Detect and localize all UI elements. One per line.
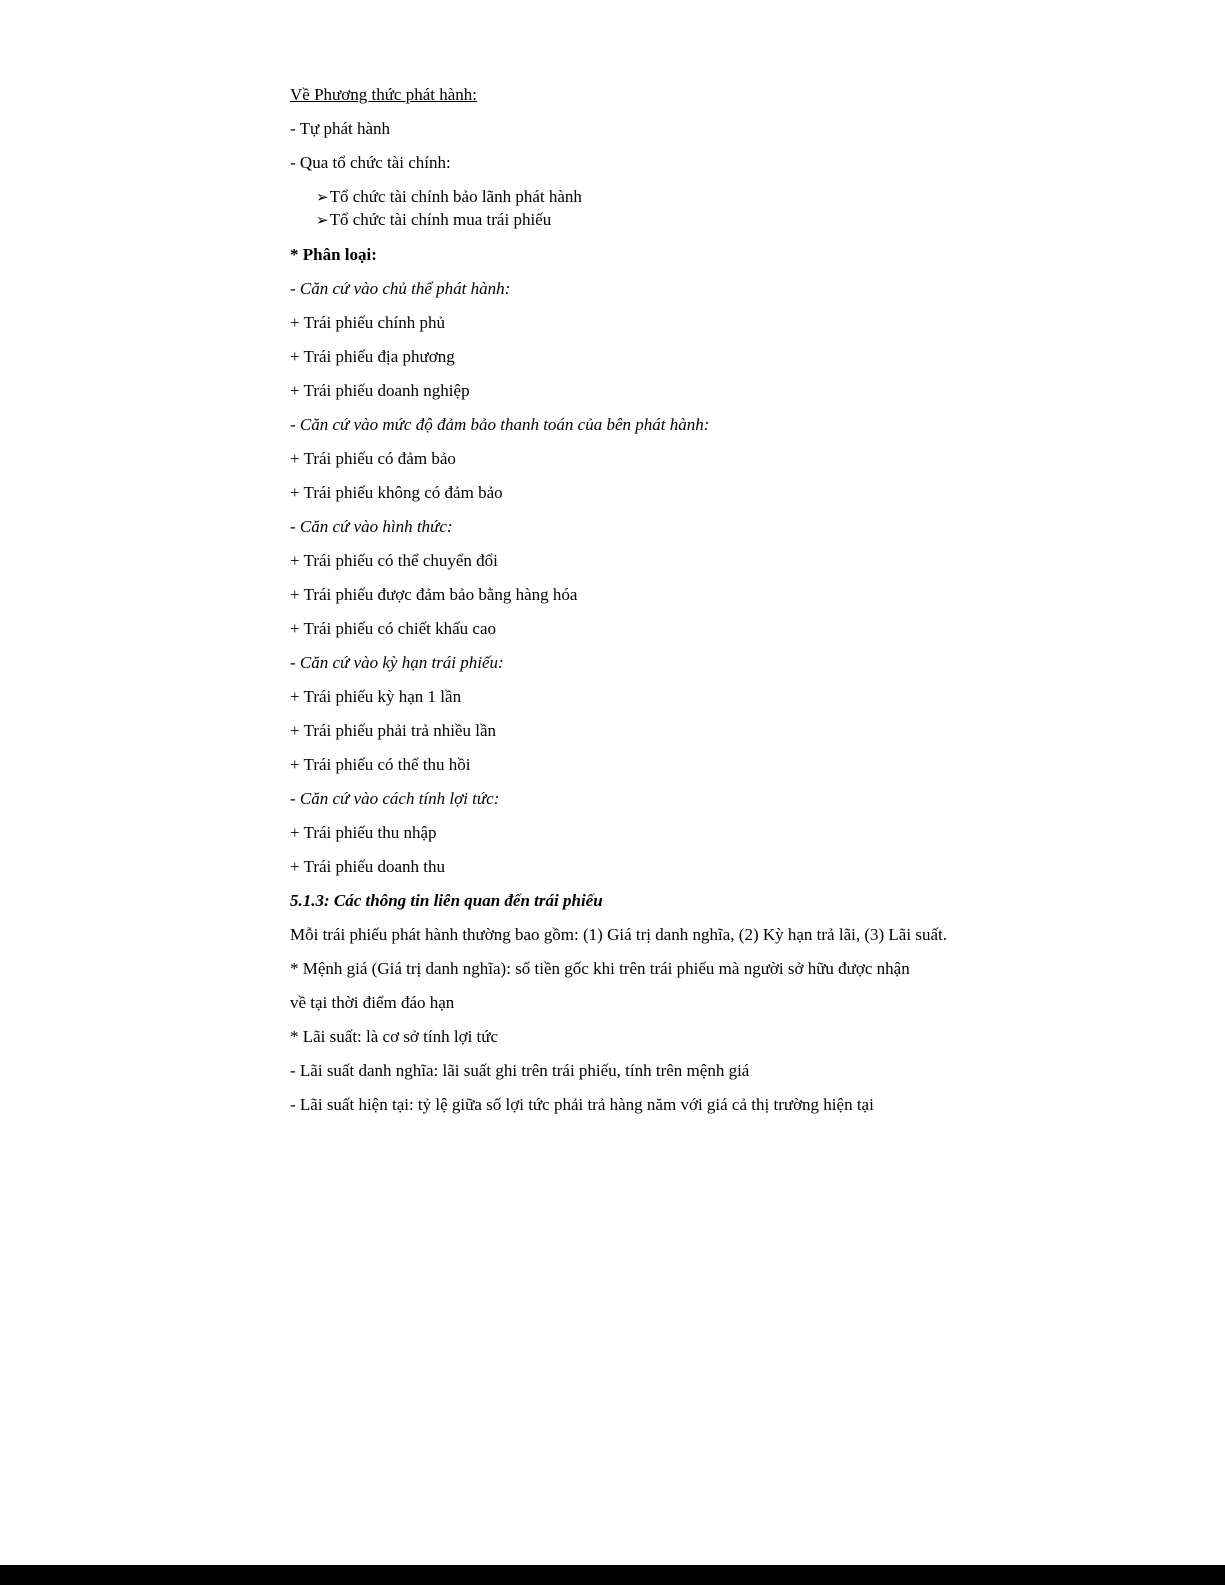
list-item: + Trái phiếu có thể chuyển đổi	[290, 551, 498, 570]
criterion-issuer: - Căn cứ vào chủ thể phát hành:	[290, 279, 511, 298]
list-item: + Trái phiếu có thể thu hồi	[290, 755, 471, 774]
section-intro-paragraph: Mỗi trái phiếu phát hành thường bao gồm: (1) Giá trị danh nghĩa, (2) Kỳ hạn trả lãi, (3) Lãi suất.	[290, 925, 947, 944]
list-item: + Trái phiếu không có đảm bảo	[290, 483, 503, 502]
method-self-issue: - Tự phát hành	[290, 119, 391, 138]
list-item: + Trái phiếu được đảm bảo bằng hàng hóa	[290, 585, 578, 604]
arrow-bullet-icon: ➢	[316, 190, 329, 206]
list-item: + Trái phiếu có đảm bảo	[290, 449, 456, 468]
list-item: + Trái phiếu doanh thu	[290, 857, 446, 876]
method-bullet-item: ➢Tổ chức tài chính bảo lãnh phát hành	[316, 187, 582, 206]
method-bullet-item: ➢Tổ chức tài chính mua trái phiếu	[316, 210, 552, 229]
criterion-interest: - Căn cứ vào cách tính lợi tức:	[290, 789, 500, 808]
current-rate-line: - Lãi suất hiện tại: tỷ lệ giữa số lợi tức phải trả hàng năm với giá cả thị trường hiện tại	[290, 1095, 874, 1114]
method-bullet-list	[290, 186, 950, 232]
criterion-form: - Căn cứ vào hình thức:	[290, 517, 453, 536]
document-body	[290, 84, 950, 1128]
list-item: + Trái phiếu địa phương	[290, 347, 455, 366]
arrow-bullet-icon: ➢	[316, 213, 329, 229]
face-value-line-continued: về tại thời điểm đáo hạn	[290, 993, 455, 1012]
interest-rate-line: * Lãi suất: là cơ sở tính lợi tức	[290, 1027, 499, 1046]
criterion-term: - Căn cứ vào kỳ hạn trái phiếu:	[290, 653, 504, 672]
classification-heading: * Phân loại:	[290, 245, 377, 264]
criterion-guarantee: - Căn cứ vào mức độ đảm bảo thanh toán của bên phát hành:	[290, 415, 710, 434]
list-item: + Trái phiếu thu nhập	[290, 823, 437, 842]
page-bottom-border	[0, 1565, 1225, 1585]
list-item: + Trái phiếu phải trả nhiều lần	[290, 721, 497, 740]
nominal-rate-line: - Lãi suất danh nghĩa: lãi suất ghi trên trái phiếu, tính trên mệnh giá	[290, 1061, 750, 1080]
face-value-line: * Mệnh giá (Giá trị danh nghĩa): số tiền gốc khi trên trái phiếu mà người sở hữu được nhận	[290, 959, 910, 978]
list-item: + Trái phiếu doanh nghiệp	[290, 381, 470, 400]
method-via-institution: - Qua tổ chức tài chính:	[290, 153, 451, 172]
section-title: 5.1.3: Các thông tin liên quan đến trái phiếu	[290, 891, 603, 910]
list-item: + Trái phiếu kỳ hạn 1 lần	[290, 687, 462, 706]
list-item: + Trái phiếu chính phủ	[290, 313, 446, 332]
list-item: + Trái phiếu có chiết khấu cao	[290, 619, 496, 638]
heading-issuance-method: Về Phương thức phát hành:	[290, 85, 477, 104]
